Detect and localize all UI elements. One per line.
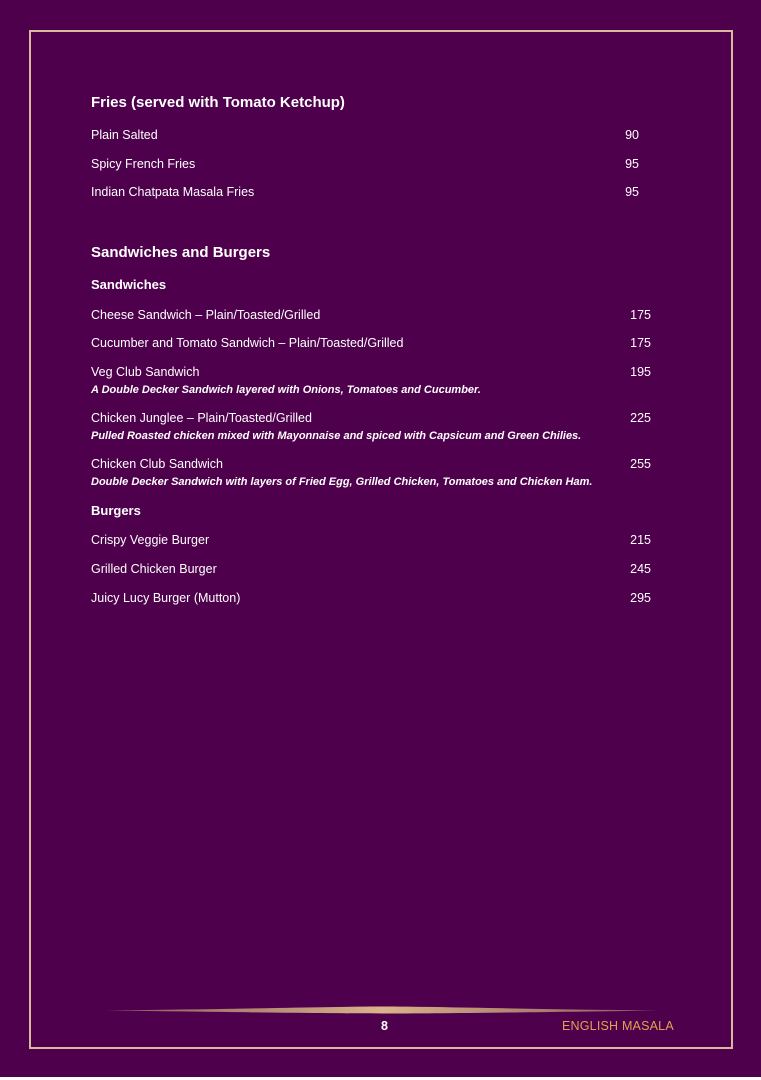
menu-item	[91, 184, 651, 200]
menu-item-name: Plain Salted	[91, 128, 158, 142]
menu-item-price: 245	[630, 562, 651, 576]
menu-item-price: 255	[630, 457, 651, 471]
menu-item-price: 195	[630, 365, 651, 379]
menu-item-name: Indian Chatpata Masala Fries	[91, 185, 255, 199]
menu-item-price: 95	[625, 157, 639, 171]
menu-item-price: 215	[630, 533, 651, 547]
page-number: 8	[381, 1019, 388, 1033]
section-title-sandwiches-burgers: Sandwiches and Burgers	[91, 244, 271, 261]
menu-item-name: Cucumber and Tomato Sandwich – Plain/Toasted/Grilled	[91, 336, 404, 350]
menu-item	[91, 127, 651, 143]
menu-item-price: 225	[630, 411, 651, 425]
menu-item	[91, 364, 651, 397]
menu-item-price: 95	[625, 185, 639, 199]
menu-item-name: Spicy French Fries	[91, 157, 196, 171]
menu-item-name: Juicy Lucy Burger (Mutton)	[91, 591, 241, 605]
menu-item	[91, 532, 651, 548]
menu-item-description: Pulled Roasted chicken mixed with Mayonnaise and spiced with Capsicum and Green Chilies.	[91, 430, 582, 442]
menu-item-price: 295	[630, 591, 651, 605]
menu-item-name: Cheese Sandwich – Plain/Toasted/Grilled	[91, 308, 321, 322]
footer-divider	[104, 1006, 660, 1014]
menu-item-price: 175	[630, 308, 651, 322]
subsection-title-sandwiches: Sandwiches	[91, 277, 167, 292]
menu-item	[91, 307, 651, 323]
menu-item	[91, 561, 651, 577]
menu-item	[91, 335, 651, 351]
menu-item	[91, 590, 651, 606]
menu-item-description: Double Decker Sandwich with layers of Fried Egg, Grilled Chicken, Tomatoes and Chicken Ham.	[91, 476, 593, 488]
menu-item-price: 90	[625, 128, 639, 142]
menu-item-name: Grilled Chicken Burger	[91, 562, 217, 576]
menu-item	[91, 456, 651, 489]
menu-item	[91, 410, 651, 443]
menu-item-name: Chicken Junglee – Plain/Toasted/Grilled	[91, 411, 312, 425]
brand-name: ENGLISH MASALA	[562, 1019, 674, 1033]
subsection-title-burgers: Burgers	[91, 503, 141, 518]
menu-item-name: Chicken Club Sandwich	[91, 457, 224, 471]
menu-item	[91, 156, 651, 172]
menu-item-name: Crispy Veggie Burger	[91, 533, 210, 547]
menu-item-name: Veg Club Sandwich	[91, 365, 200, 379]
section-title-fries: Fries (served with Tomato Ketchup)	[91, 94, 345, 111]
menu-item-price: 175	[630, 336, 651, 350]
menu-item-description: A Double Decker Sandwich layered with Onions, Tomatoes and Cucumber.	[91, 384, 481, 396]
